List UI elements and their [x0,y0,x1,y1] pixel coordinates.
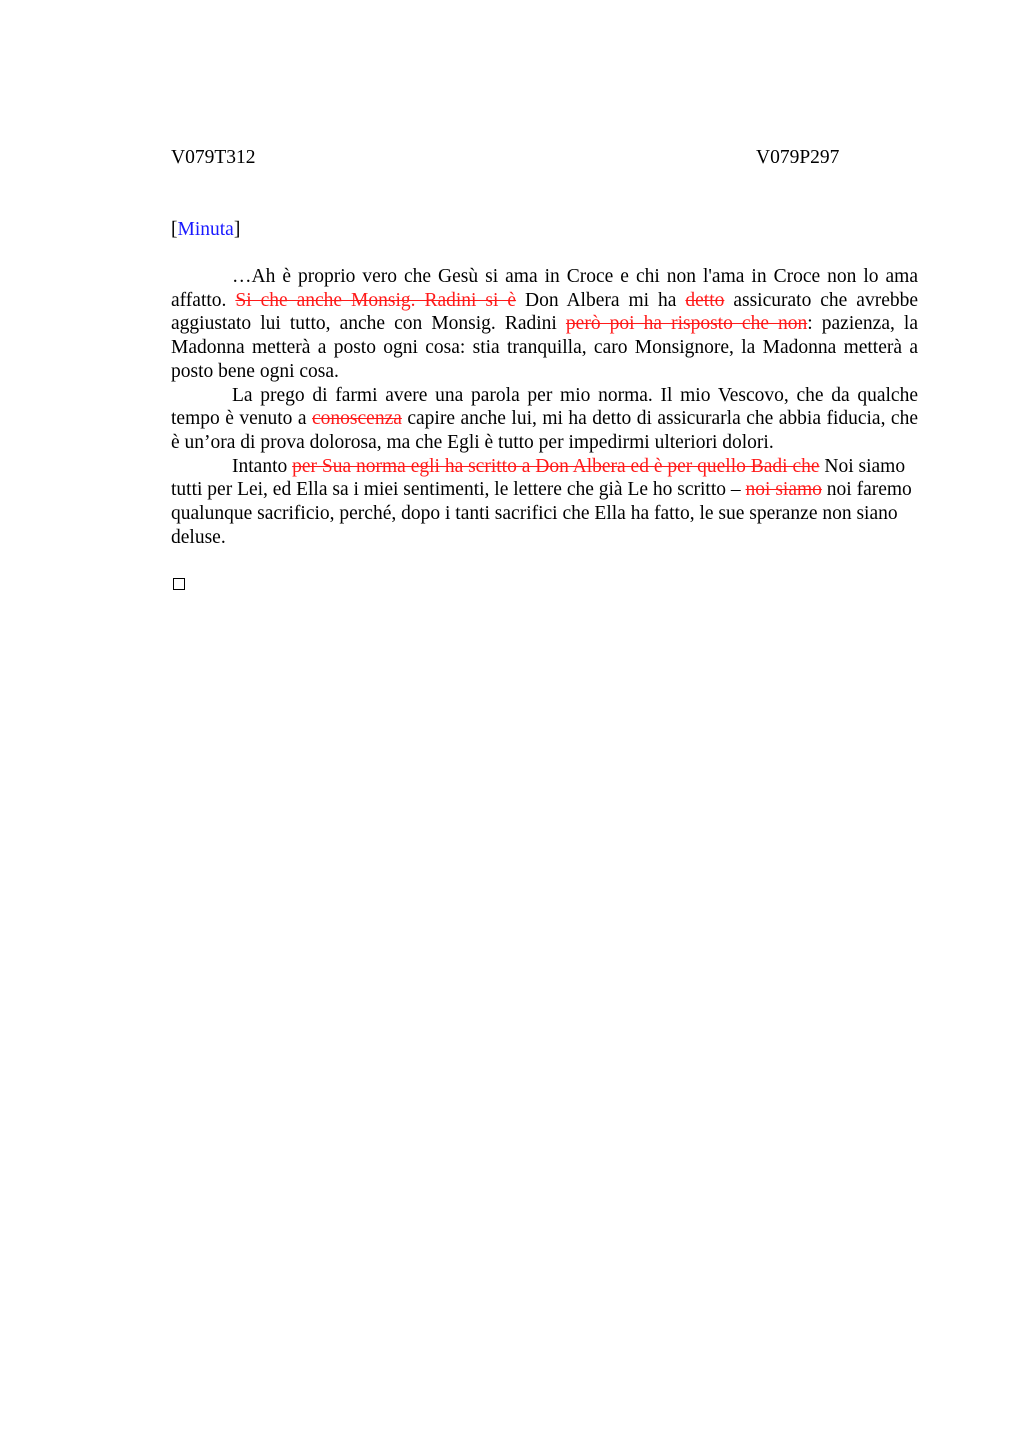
text-segment: Don Albera mi ha [516,289,686,311]
paragraph [171,455,918,550]
deleted-text: per Sua norma egli ha scritto a Don Albera ed è per quello Badi che [292,455,820,477]
deleted-text: noi siamo [745,479,822,501]
text-segment: …Ah è proprio vero che Gesù si ama in Croce e chi non l'ama in Croce non lo ama affatto. [171,266,918,311]
text-segment: : pazienza, la Madonna metterà a posto ogni cosa: stia tranquilla, caro Monsignore, la Madonna metterà a posto bene ogni cosa. [171,313,918,382]
text-segment: capire anche lui, mi ha detto di assicurarla che abbia fiducia, che è un’ora di prova dolorosa, ma che Egli è tutto per impedirmi ulteriori dolori. [171,408,918,453]
letter-body [171,265,918,549]
paragraph [171,265,918,384]
document-code-right: V079P297 [756,147,840,168]
text-segment: Noi siamo tutti per Lei, ed Ella sa i miei sentimenti, le lettere che già Le ho scritto – [171,455,906,501]
close-bracket: ] [233,219,241,240]
minuta-link[interactable]: Minuta [177,219,234,240]
deleted-text: però poi ha risposto che non [565,313,808,335]
checkbox-icon[interactable] [173,578,185,590]
text-segment: assicurato che avrebbe aggiustato lui tutto, anche con Monsig. Radini [171,289,919,335]
minuta-label [171,218,240,242]
deleted-text: detto [685,289,725,311]
deleted-text: conoscenza [312,408,402,430]
open-bracket: [ [171,219,178,240]
text-segment: noi faremo qualunque sacrificio, perché, dopo i tanti sacrifici che Ella ha fatto, le sue speranze non siano deluse. [171,479,912,548]
deleted-text: Si che anche Monsig. Radini si è [235,289,517,311]
paragraph [171,384,918,455]
text-segment: La prego di farmi avere una parola per mio norma. Il mio Vescovo, che da qualche tempo è venuto a [171,384,918,430]
text-segment: Intanto [232,455,293,477]
document-code-left: V079T312 [171,147,256,168]
